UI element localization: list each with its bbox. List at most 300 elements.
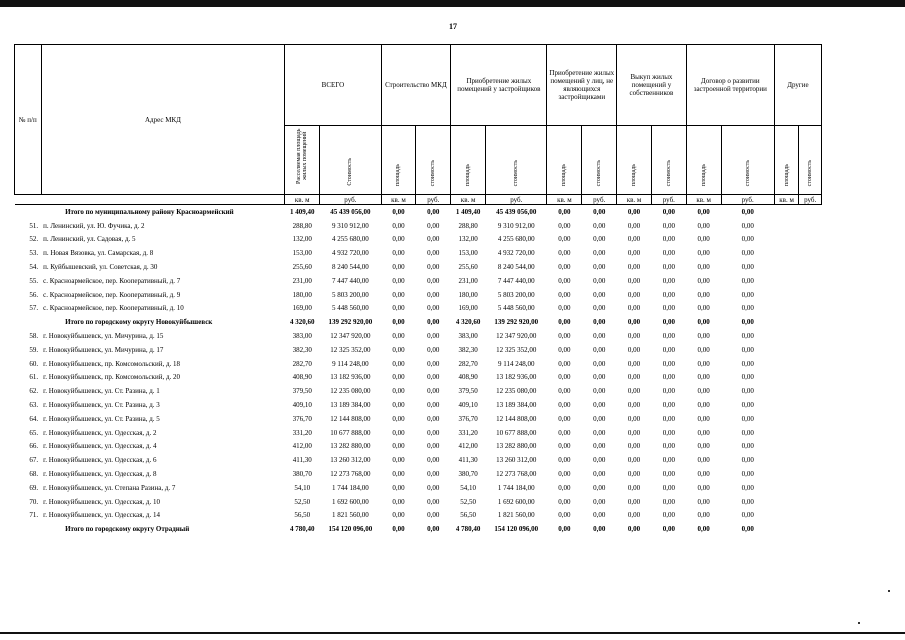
- value-cell: 169,00: [458, 304, 478, 313]
- subheader-cost: стоимость: [582, 126, 617, 195]
- value-cell: [799, 440, 822, 454]
- value-cell: 0,00: [558, 414, 571, 423]
- value-cell: 0,00: [627, 442, 641, 451]
- value-cell: 0,00: [392, 373, 405, 382]
- value-cell: 0,00: [627, 511, 641, 520]
- value-cell: 4 780,40: [455, 525, 481, 534]
- value-cell: 13 282 880,00: [496, 442, 537, 451]
- value-cell: 132,00: [292, 235, 312, 244]
- value-cell: 0,00: [593, 525, 606, 534]
- value-cell: 45 439 056,00: [320, 205, 381, 219]
- value-cell: 0,00: [593, 276, 606, 285]
- value-cell: 153,00: [458, 249, 478, 258]
- value-cell: 0,00: [697, 525, 710, 534]
- value-cell: [774, 274, 799, 288]
- value-cell: 1 409,40: [451, 205, 486, 219]
- table-row: [15, 343, 822, 357]
- value-cell: 0,00: [697, 249, 710, 258]
- unit-cell: руб.: [486, 195, 547, 205]
- value-cell: [774, 495, 799, 509]
- value-cell: [774, 315, 799, 329]
- row-address: г. Новокуйбышевск, пр. Комсомольский, д. 20: [43, 373, 181, 382]
- table-row: [15, 495, 822, 509]
- row-address: г. Новокуйбышевск, ул. Одесская, д. 10: [43, 497, 160, 506]
- header-construction: Строительство МКД: [381, 45, 451, 126]
- value-cell: 0,00: [627, 359, 641, 368]
- value-cell: 7 447 440,00: [331, 276, 369, 285]
- value-cell: 0,00: [593, 428, 606, 437]
- value-cell: 0,00: [392, 276, 405, 285]
- value-cell: 9 310 912,00: [331, 221, 369, 230]
- subheader-area: площадь: [617, 126, 652, 195]
- value-cell: 0,00: [392, 332, 405, 341]
- header-total: ВСЕГО: [285, 45, 381, 126]
- value-cell: 0,00: [662, 428, 675, 437]
- row-number: 67.: [29, 456, 39, 465]
- value-cell: 5 803 200,00: [497, 290, 535, 299]
- unit-cell: кв. м: [774, 195, 799, 205]
- value-cell: 0,00: [427, 387, 440, 396]
- value-cell: 412,00: [292, 442, 312, 451]
- value-cell: 0,00: [427, 345, 440, 354]
- value-cell: 0,00: [697, 318, 710, 327]
- row-address: п. Ленинский, ул. Садовая, д. 5: [43, 235, 136, 244]
- value-cell: 0,00: [427, 318, 440, 327]
- value-cell: 0,00: [662, 359, 675, 368]
- value-cell: 4 780,40: [289, 525, 315, 534]
- value-cell: 380,70: [292, 470, 312, 479]
- value-cell: 0,00: [627, 456, 641, 465]
- subheader-cost: Стоимость: [320, 126, 381, 195]
- value-cell: 0,00: [593, 511, 606, 520]
- value-cell: 1 821 560,00: [497, 511, 535, 520]
- value-cell: 1 692 600,00: [331, 497, 369, 506]
- total-label: Итого по городскому округу Новокуйбышевск: [65, 318, 213, 327]
- value-cell: 1 744 184,00: [497, 483, 535, 492]
- value-cell: 408,90: [458, 373, 478, 382]
- value-cell: 0,00: [697, 345, 710, 354]
- value-cell: [774, 440, 799, 454]
- value-cell: 0,00: [392, 249, 405, 258]
- value-cell: 56,50: [460, 511, 476, 520]
- value-cell: 5 448 560,00: [331, 304, 369, 313]
- value-cell: 0,00: [697, 359, 710, 368]
- value-cell: 9 114 248,00: [332, 359, 369, 368]
- value-cell: 8 240 544,00: [331, 263, 369, 272]
- value-cell: 0,00: [392, 235, 405, 244]
- row-number: 55.: [29, 276, 39, 285]
- value-cell: 409,10: [292, 401, 312, 410]
- value-cell: 0,00: [697, 456, 710, 465]
- value-cell: [774, 288, 799, 302]
- value-cell: 0,00: [662, 304, 675, 313]
- row-address: г. Новокуйбышевск, ул. Одесская, д. 4: [43, 442, 157, 451]
- value-cell: 0,00: [427, 263, 440, 272]
- value-cell: 4 320,60: [455, 318, 481, 327]
- value-cell: [799, 288, 822, 302]
- bottom-rule: [0, 632, 905, 634]
- value-cell: 0,00: [697, 497, 710, 506]
- value-cell: 8 240 544,00: [497, 263, 535, 272]
- value-cell: [774, 398, 799, 412]
- top-border-bar: [0, 0, 905, 7]
- value-cell: 0,00: [558, 276, 571, 285]
- value-cell: 231,00: [458, 276, 478, 285]
- value-cell: 0,00: [558, 221, 571, 230]
- value-cell: 0,00: [558, 304, 571, 313]
- value-cell: 13 182 936,00: [496, 373, 537, 382]
- value-cell: 0,00: [392, 387, 405, 396]
- value-cell: 0,00: [427, 511, 440, 520]
- value-cell: [799, 522, 822, 536]
- value-cell: 412,00: [458, 442, 478, 451]
- value-cell: 0,00: [558, 332, 571, 341]
- value-cell: 54,10: [294, 483, 311, 492]
- value-cell: 0,00: [627, 318, 641, 327]
- row-number: [15, 315, 42, 329]
- row-number: 63.: [29, 401, 39, 410]
- row-address: с. Красноармейское, пер. Кооперативный, д. 9: [43, 290, 181, 299]
- row-number: 57.: [29, 304, 39, 313]
- value-cell: 0,00: [662, 235, 675, 244]
- value-cell: 0,00: [627, 249, 641, 258]
- total-row: [15, 522, 822, 536]
- row-address: г. Новокуйбышевск, ул. Одесская, д. 8: [43, 470, 157, 479]
- row-number: 66.: [29, 442, 39, 451]
- value-cell: 13 260 312,00: [330, 456, 371, 465]
- value-cell: 13 282 880,00: [330, 442, 371, 451]
- value-cell: 0,00: [662, 373, 675, 382]
- value-cell: 0,00: [627, 235, 641, 244]
- value-cell: 0,00: [558, 290, 571, 299]
- value-cell: 1 409,40: [285, 205, 320, 219]
- value-cell: 10 677 888,00: [330, 428, 371, 437]
- value-cell: [799, 302, 822, 316]
- value-cell: [799, 274, 822, 288]
- row-number: 65.: [29, 428, 39, 437]
- row-address: с. Красноармейское, пер. Кооперативный, д. 7: [43, 276, 181, 285]
- unit-cell: руб.: [651, 195, 686, 205]
- value-cell: 180,00: [292, 290, 312, 299]
- table-row: [15, 412, 822, 426]
- table-row: [15, 274, 822, 288]
- value-cell: 52,50: [460, 497, 476, 506]
- value-cell: 288,80: [292, 221, 312, 230]
- value-cell: 0,00: [662, 345, 675, 354]
- total-label: Итого по муниципальному району Красноармейский: [41, 205, 285, 219]
- value-cell: 0,00: [662, 497, 675, 506]
- value-cell: [799, 260, 822, 274]
- value-cell: 0,00: [741, 235, 754, 244]
- row-address: г. Новокуйбышевск, ул. Одесская, д. 6: [43, 456, 157, 465]
- row-number: 59.: [29, 345, 39, 354]
- value-cell: 10 677 888,00: [496, 428, 537, 437]
- table-row: [15, 302, 822, 316]
- value-cell: 0,00: [427, 373, 440, 382]
- unit-cell: кв. м: [686, 195, 721, 205]
- value-cell: 0,00: [582, 205, 617, 219]
- value-cell: 409,10: [458, 401, 478, 410]
- value-cell: 12 273 768,00: [496, 470, 537, 479]
- value-cell: 12 273 768,00: [330, 470, 371, 479]
- row-address: г. Новокуйбышевск, ул. Ст. Разина, д. 3: [43, 401, 160, 410]
- value-cell: 0,00: [662, 290, 675, 299]
- value-cell: 13 182 936,00: [330, 373, 371, 382]
- value-cell: 0,00: [593, 456, 606, 465]
- value-cell: 0,00: [593, 332, 606, 341]
- row-address: г. Новокуйбышевск, ул. Одесская, д. 2: [43, 428, 157, 437]
- subheader-cost: стоимость: [721, 126, 774, 195]
- value-cell: 12 235 080,00: [496, 387, 537, 396]
- header-development-contract: Договор о развитии застроенной территории: [686, 45, 774, 126]
- table-row: [15, 509, 822, 523]
- unit-cell: руб.: [799, 195, 822, 205]
- value-cell: 0,00: [427, 497, 440, 506]
- value-cell: 0,00: [427, 304, 440, 313]
- value-cell: 0,00: [593, 373, 606, 382]
- value-cell: [799, 398, 822, 412]
- value-cell: 0,00: [416, 205, 451, 219]
- row-number: 61.: [29, 373, 39, 382]
- table-row: [15, 426, 822, 440]
- value-cell: 0,00: [558, 525, 571, 534]
- value-cell: 13 189 384,00: [496, 401, 537, 410]
- value-cell: 331,20: [458, 428, 478, 437]
- value-cell: 0,00: [593, 442, 606, 451]
- table-row: [15, 246, 822, 260]
- value-cell: 0,00: [558, 263, 571, 272]
- value-cell: 379,50: [458, 387, 478, 396]
- value-cell: 0,00: [627, 401, 641, 410]
- row-number: 60.: [29, 359, 39, 368]
- value-cell: 4 255 680,00: [497, 235, 535, 244]
- value-cell: 0,00: [686, 205, 721, 219]
- total-row: [15, 315, 822, 329]
- row-number: 69.: [29, 483, 39, 492]
- value-cell: 0,00: [427, 483, 440, 492]
- units-row: [15, 195, 822, 205]
- value-cell: [799, 219, 822, 233]
- value-cell: 0,00: [741, 401, 754, 410]
- value-cell: 0,00: [741, 263, 754, 272]
- value-cell: [774, 426, 799, 440]
- value-cell: [774, 219, 799, 233]
- value-cell: [799, 246, 822, 260]
- page-number: 17: [449, 22, 457, 31]
- value-cell: 0,00: [662, 414, 675, 423]
- value-cell: 0,00: [427, 442, 440, 451]
- value-cell: 0,00: [392, 345, 405, 354]
- value-cell: 0,00: [427, 276, 440, 285]
- value-cell: 0,00: [697, 373, 710, 382]
- subheader-cost: стоимость: [799, 126, 822, 195]
- value-cell: 0,00: [392, 318, 405, 327]
- value-cell: 0,00: [427, 456, 440, 465]
- subheader-area: площадь: [547, 126, 582, 195]
- unit-cell: руб.: [582, 195, 617, 205]
- unit-cell: [15, 195, 42, 205]
- value-cell: 0,00: [427, 221, 440, 230]
- value-cell: 0,00: [627, 304, 641, 313]
- table-row: [15, 398, 822, 412]
- value-cell: 0,00: [697, 263, 710, 272]
- value-cell: 0,00: [697, 221, 710, 230]
- value-cell: 0,00: [662, 401, 675, 410]
- value-cell: 0,00: [593, 483, 606, 492]
- value-cell: 0,00: [593, 263, 606, 272]
- value-cell: 154 120 096,00: [328, 525, 373, 534]
- value-cell: 0,00: [697, 483, 710, 492]
- value-cell: 0,00: [593, 318, 606, 327]
- value-cell: 0,00: [697, 235, 710, 244]
- row-number: [15, 205, 42, 219]
- value-cell: 139 292 920,00: [494, 318, 539, 327]
- value-cell: 0,00: [392, 497, 405, 506]
- value-cell: 282,70: [292, 359, 312, 368]
- value-cell: 0,00: [741, 497, 754, 506]
- value-cell: 380,70: [458, 470, 478, 479]
- table-header: [15, 45, 822, 205]
- unit-cell: кв. м: [285, 195, 320, 205]
- table-row: [15, 357, 822, 371]
- row-number: 56.: [29, 290, 39, 299]
- value-cell: 0,00: [558, 249, 571, 258]
- value-cell: 12 144 808,00: [330, 414, 371, 423]
- value-cell: 4 255 680,00: [331, 235, 369, 244]
- value-cell: 0,00: [741, 373, 754, 382]
- table-row: [15, 371, 822, 385]
- subheader-cost: стоимость: [416, 126, 451, 195]
- value-cell: 0,00: [662, 263, 675, 272]
- value-cell: [774, 343, 799, 357]
- value-cell: 0,00: [558, 511, 571, 520]
- value-cell: 13 260 312,00: [496, 456, 537, 465]
- unit-cell: руб.: [721, 195, 774, 205]
- header-purchase-developers: Приобретение жилых помещений у застройщиков: [451, 45, 547, 126]
- value-cell: 0,00: [662, 511, 675, 520]
- value-cell: 0,00: [427, 428, 440, 437]
- value-cell: 0,00: [392, 359, 405, 368]
- value-cell: [799, 467, 822, 481]
- row-number: 70.: [29, 497, 39, 506]
- value-cell: 0,00: [697, 304, 710, 313]
- value-cell: [774, 522, 799, 536]
- value-cell: 0,00: [593, 470, 606, 479]
- value-cell: 0,00: [558, 235, 571, 244]
- value-cell: 383,00: [458, 332, 478, 341]
- value-cell: 0,00: [741, 456, 754, 465]
- value-cell: 7 447 440,00: [497, 276, 535, 285]
- value-cell: 0,00: [697, 511, 710, 520]
- row-number: 64.: [29, 414, 39, 423]
- value-cell: 1 692 600,00: [497, 497, 535, 506]
- value-cell: 0,00: [627, 345, 641, 354]
- value-cell: [774, 509, 799, 523]
- value-cell: 56,50: [294, 511, 311, 520]
- value-cell: 0,00: [662, 221, 675, 230]
- value-cell: 0,00: [741, 332, 754, 341]
- row-number: [15, 522, 42, 536]
- value-cell: 382,30: [458, 345, 478, 354]
- value-cell: 0,00: [427, 414, 440, 423]
- value-cell: 0,00: [593, 401, 606, 410]
- scan-speck: [858, 622, 860, 624]
- total-row: [15, 205, 822, 219]
- subheader-area: площадь: [451, 126, 486, 195]
- value-cell: 0,00: [662, 470, 675, 479]
- row-address: с. Красноармейское, пер. Кооперативный, д. 10: [43, 304, 184, 313]
- value-cell: 0,00: [721, 205, 774, 219]
- unit-cell: кв. м: [617, 195, 652, 205]
- value-cell: 4 932 720,00: [331, 249, 369, 258]
- value-cell: 0,00: [558, 456, 571, 465]
- value-cell: 255,60: [458, 263, 478, 272]
- row-address: п. Ленинский, ул. Ю. Фучика, д. 2: [43, 221, 145, 230]
- value-cell: 4 932 720,00: [497, 249, 535, 258]
- table-row: [15, 467, 822, 481]
- value-cell: 0,00: [627, 373, 641, 382]
- value-cell: 0,00: [741, 414, 754, 423]
- value-cell: 54,10: [460, 483, 476, 492]
- subheader-cost: стоимость: [651, 126, 686, 195]
- value-cell: [799, 412, 822, 426]
- row-address: г. Новокуйбышевск, ул. Степана Разина, д. 7: [43, 483, 176, 492]
- value-cell: [799, 315, 822, 329]
- value-cell: 12 235 080,00: [330, 387, 371, 396]
- row-address: г. Новокуйбышевск, ул. Мичурина, д. 15: [43, 332, 164, 341]
- value-cell: [774, 233, 799, 247]
- value-cell: 0,00: [593, 221, 606, 230]
- row-number: 58.: [29, 332, 39, 341]
- value-cell: 132,00: [458, 235, 478, 244]
- value-cell: 0,00: [741, 221, 754, 230]
- value-cell: 0,00: [697, 401, 710, 410]
- value-cell: 0,00: [593, 249, 606, 258]
- value-cell: 376,70: [458, 414, 478, 423]
- value-cell: 0,00: [627, 470, 641, 479]
- value-cell: 0,00: [558, 345, 571, 354]
- value-cell: [799, 371, 822, 385]
- value-cell: 0,00: [662, 442, 675, 451]
- table-row: [15, 260, 822, 274]
- value-cell: 0,00: [741, 304, 754, 313]
- value-cell: 0,00: [558, 470, 571, 479]
- value-cell: 0,00: [697, 387, 710, 396]
- value-cell: 376,70: [292, 414, 312, 423]
- row-address: г. Новокуйбышевск, пр. Комсомольский, д. 18: [43, 359, 181, 368]
- value-cell: 0,00: [392, 263, 405, 272]
- value-cell: 0,00: [392, 290, 405, 299]
- value-cell: [799, 495, 822, 509]
- value-cell: 12 325 352,00: [496, 345, 537, 354]
- value-cell: 0,00: [627, 332, 641, 341]
- value-cell: 0,00: [697, 470, 710, 479]
- value-cell: 0,00: [741, 345, 754, 354]
- value-cell: 0,00: [662, 332, 675, 341]
- value-cell: [799, 481, 822, 495]
- value-cell: 0,00: [741, 483, 754, 492]
- value-cell: 0,00: [627, 387, 641, 396]
- value-cell: 408,90: [292, 373, 312, 382]
- table-row: [15, 288, 822, 302]
- value-cell: 0,00: [741, 318, 754, 327]
- header-purchase-non-developers: Приобретение жилых помещений у лиц, не являющихся застройщиками: [547, 45, 617, 126]
- value-cell: 0,00: [662, 483, 675, 492]
- value-cell: [774, 453, 799, 467]
- row-number: 54.: [29, 263, 39, 272]
- row-address: г. Новокуйбышевск, ул. Ст. Разина, д. 5: [43, 414, 160, 423]
- value-cell: 0,00: [627, 414, 641, 423]
